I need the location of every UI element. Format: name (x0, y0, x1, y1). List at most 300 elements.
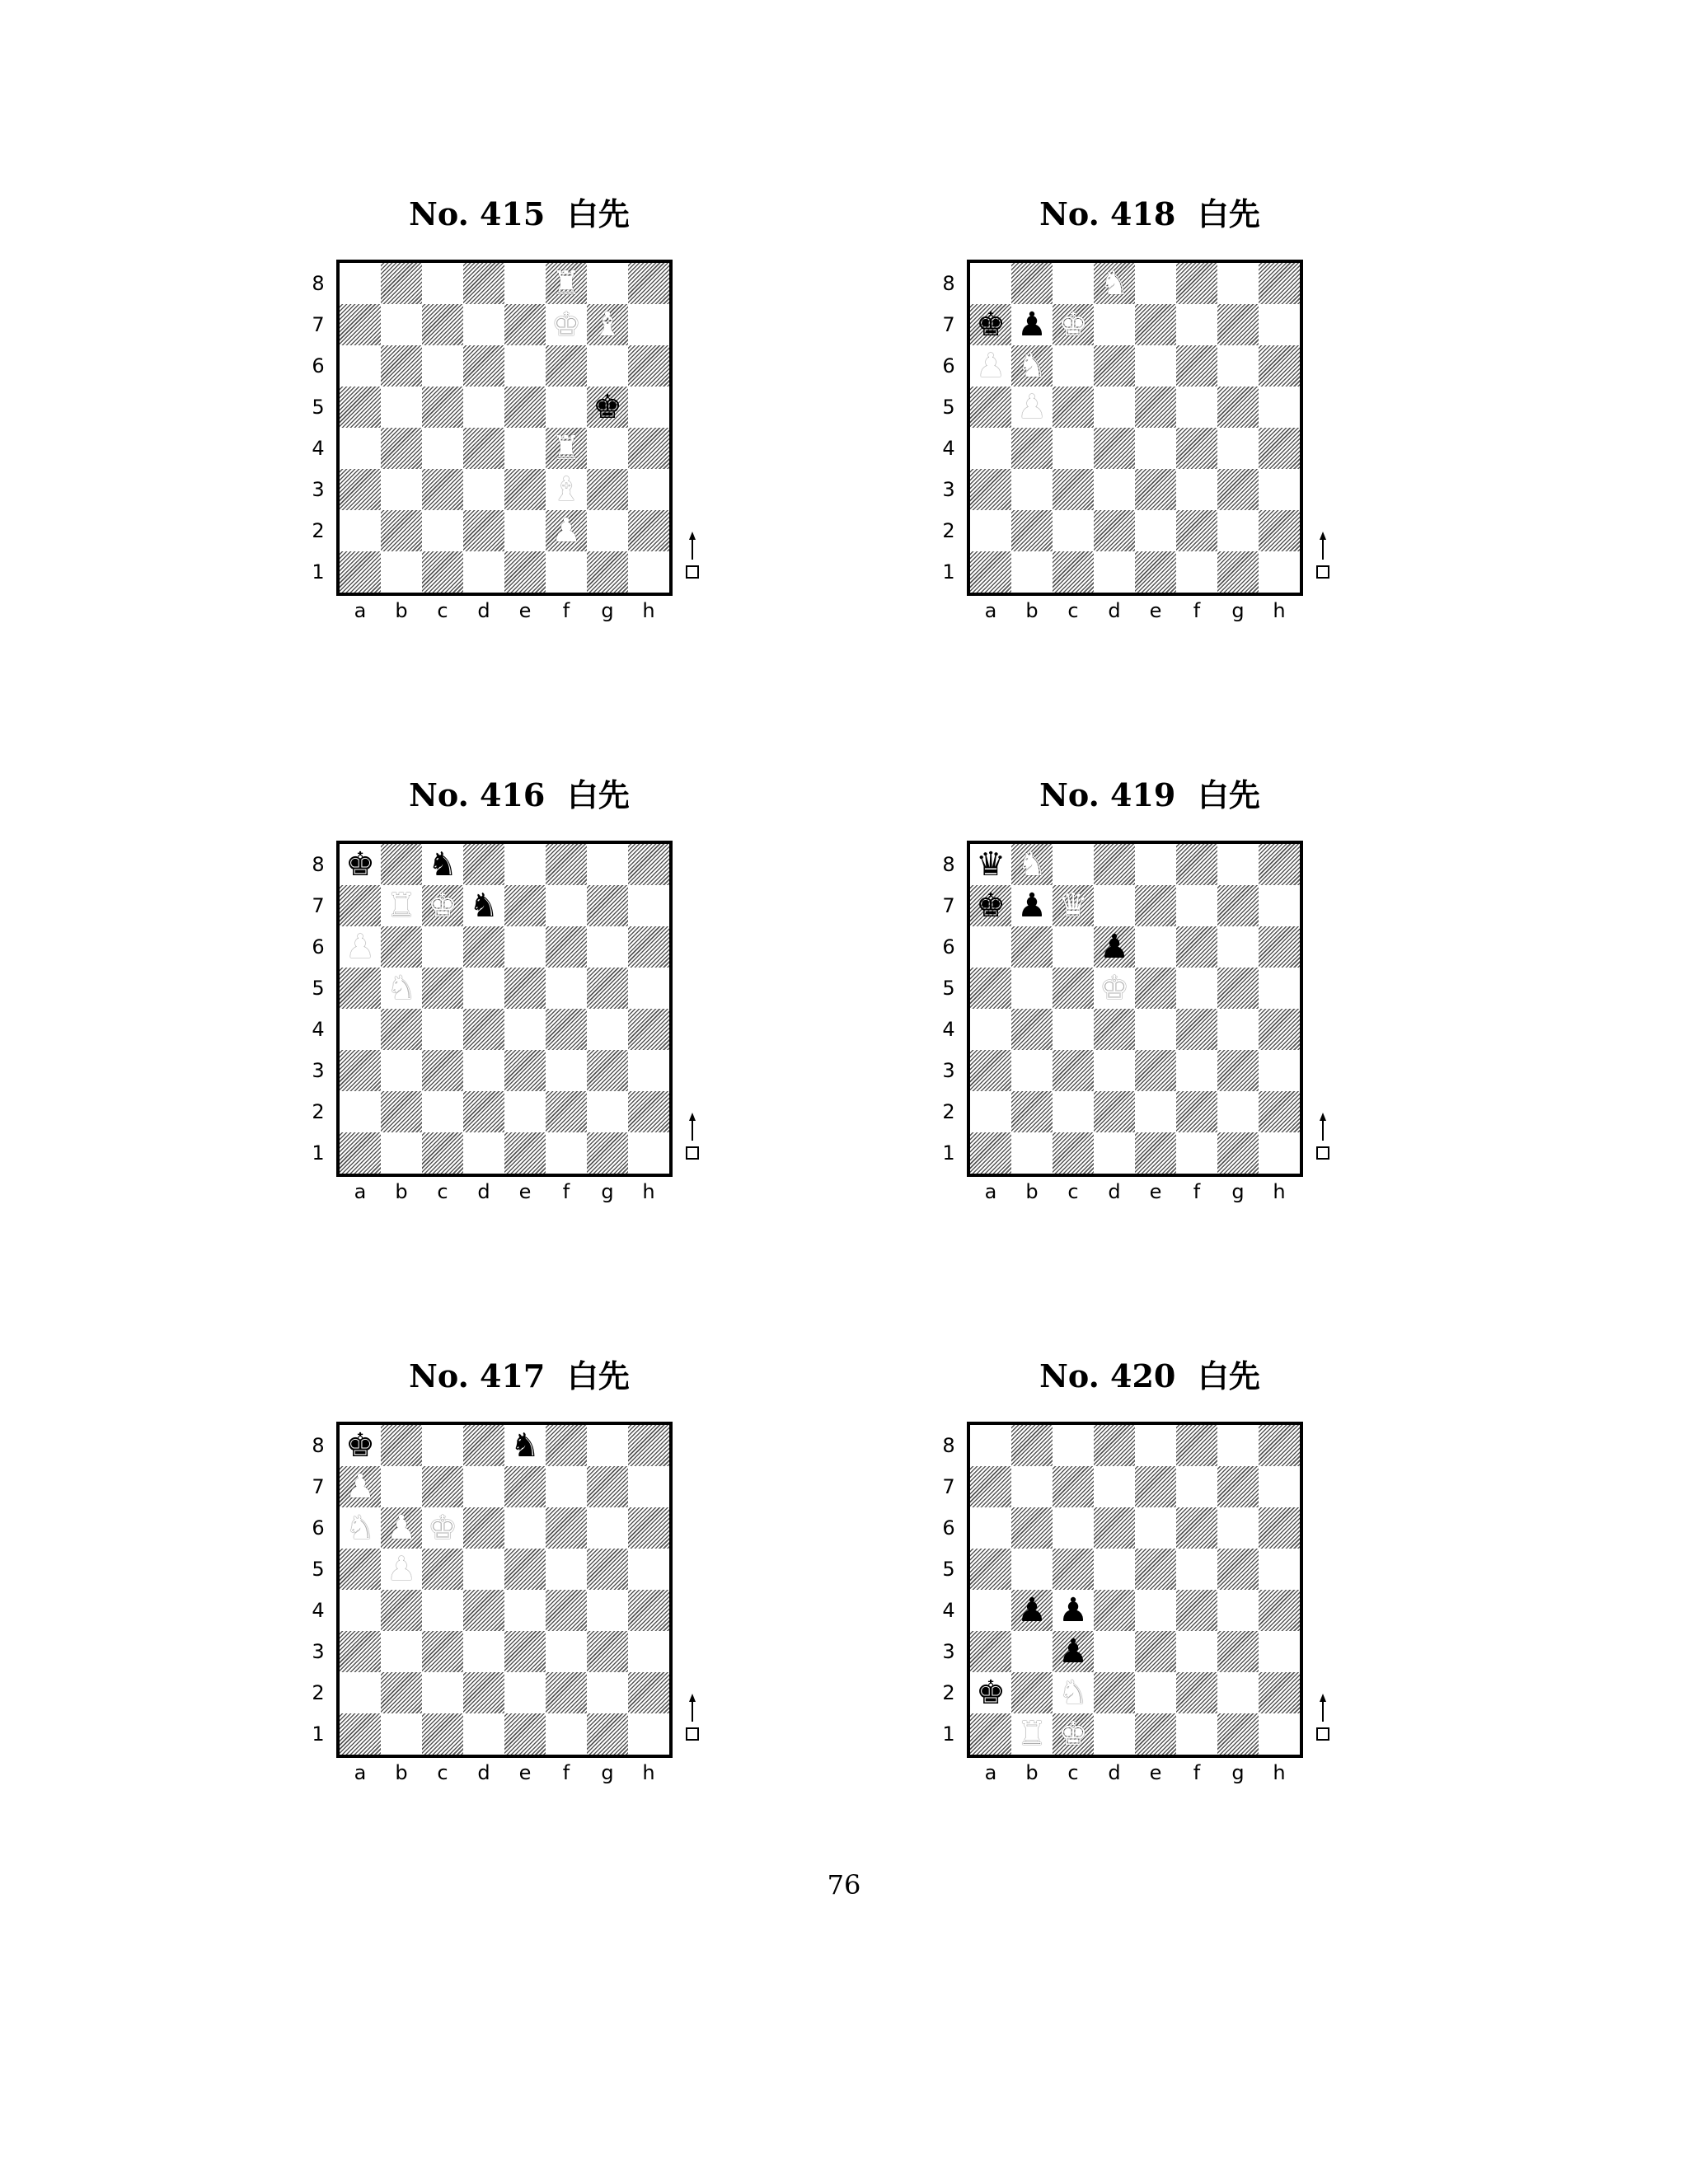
square-g3 (587, 1050, 628, 1091)
white-knight-icon: ♞ (1017, 347, 1047, 385)
square-d7 (463, 1466, 504, 1507)
square-e6 (504, 1507, 546, 1549)
square-c5 (1053, 968, 1094, 1009)
rank-label: 5 (942, 977, 955, 1000)
square-d3 (1094, 469, 1135, 510)
file-label: a (354, 1761, 367, 1784)
square-g2 (1217, 510, 1259, 551)
square-b4 (1011, 428, 1053, 469)
square-b6 (1011, 926, 1053, 968)
black-king-icon: ♚ (593, 388, 622, 426)
square-d2 (1094, 1091, 1135, 1132)
puzzle-title: No. 418 白先 (1039, 195, 1260, 232)
square-c1 (1053, 551, 1094, 593)
square-g5 (587, 1549, 628, 1590)
file-label: f (1193, 1761, 1201, 1784)
black-knight-icon: ♞ (510, 1427, 540, 1465)
rank-label: 3 (312, 478, 325, 501)
black-pawn-icon: ♟ (1100, 928, 1129, 966)
square-d3 (1094, 1050, 1135, 1091)
file-label: f (562, 1761, 570, 1784)
square-e5 (1135, 968, 1176, 1009)
rank-label: 6 (942, 1516, 955, 1540)
square-h8 (1259, 1425, 1300, 1466)
square-d5 (463, 1549, 504, 1590)
square-h7 (1259, 885, 1300, 926)
square-f8 (1176, 263, 1217, 304)
square-f3 (1176, 1050, 1217, 1091)
square-c1 (422, 1713, 463, 1755)
square-h8 (628, 1425, 669, 1466)
square-g3 (1217, 1631, 1259, 1672)
square-f1 (546, 1132, 587, 1174)
file-label: h (1273, 1761, 1286, 1784)
black-pawn-icon: ♟ (1017, 1591, 1047, 1629)
black-king-icon: ♚ (976, 306, 1006, 344)
square-f6 (546, 345, 587, 387)
square-a2 (340, 1091, 381, 1132)
square-h1 (1259, 551, 1300, 593)
square-f8 (1176, 1425, 1217, 1466)
square-c4 (422, 428, 463, 469)
square-b5 (1011, 1549, 1053, 1590)
square-d7 (1094, 885, 1135, 926)
square-a5 (340, 387, 381, 428)
square-f6 (1176, 345, 1217, 387)
square-h1 (628, 551, 669, 593)
white-to-move-icon (1315, 532, 1331, 581)
board (336, 841, 673, 1177)
square-h4 (628, 1590, 669, 1631)
square-g5 (1217, 1549, 1259, 1590)
square-f6 (546, 926, 587, 968)
square-d2 (1094, 1672, 1135, 1713)
square-f5 (546, 387, 587, 428)
chessboard-diagram (297, 1422, 709, 1817)
rank-label: 4 (312, 1599, 325, 1622)
square-a5 (340, 968, 381, 1009)
white-to-move-icon (684, 1113, 701, 1162)
square-c3 (422, 1631, 463, 1672)
square-d5 (463, 968, 504, 1009)
square-e1 (1135, 1132, 1176, 1174)
square-b3 (1011, 1631, 1053, 1672)
square-h2 (628, 510, 669, 551)
square-e2 (1135, 1091, 1176, 1132)
square-e6 (504, 345, 546, 387)
square-f3 (546, 1050, 587, 1091)
rank-label: 6 (312, 354, 325, 377)
square-e7 (504, 1466, 546, 1507)
square-h6 (1259, 926, 1300, 968)
square-b6 (1011, 1507, 1053, 1549)
square-d1 (463, 1132, 504, 1174)
square-e3 (504, 1631, 546, 1672)
square-a3 (970, 1631, 1011, 1672)
white-to-move-icon (1315, 1694, 1331, 1743)
square-f7 (546, 885, 587, 926)
square-e3 (504, 469, 546, 510)
square-g2 (1217, 1672, 1259, 1713)
square-c3 (422, 1050, 463, 1091)
square-f5 (546, 968, 587, 1009)
square-f5 (546, 1549, 587, 1590)
rank-label: 6 (942, 935, 955, 958)
square-d6 (1094, 345, 1135, 387)
square-g7 (587, 885, 628, 926)
square-f3 (1176, 1631, 1217, 1672)
rank-label: 8 (312, 853, 325, 876)
square-e1 (504, 1132, 546, 1174)
square-e6 (1135, 345, 1176, 387)
square-e2 (1135, 1672, 1176, 1713)
square-f6 (546, 1507, 587, 1549)
white-bishop-icon: ♝ (551, 471, 581, 509)
puzzle-title: No. 416 白先 (409, 776, 630, 813)
square-b2 (381, 1091, 422, 1132)
square-c1 (422, 551, 463, 593)
puzzle-title: No. 419 白先 (1039, 776, 1260, 813)
square-a4 (340, 428, 381, 469)
black-pawn-icon: ♟ (1017, 887, 1047, 925)
rank-label: 3 (312, 1640, 325, 1663)
square-h8 (628, 263, 669, 304)
square-g7 (1217, 1466, 1259, 1507)
file-label: h (642, 1761, 655, 1784)
square-d6 (463, 1507, 504, 1549)
square-g8 (587, 1425, 628, 1466)
square-b7 (381, 304, 422, 345)
square-g6 (587, 926, 628, 968)
square-h5 (628, 968, 669, 1009)
square-d4 (1094, 428, 1135, 469)
square-e7 (1135, 304, 1176, 345)
black-queen-icon: ♛ (976, 846, 1006, 883)
white-king-icon: ♚ (1058, 1715, 1088, 1753)
square-e2 (1135, 510, 1176, 551)
white-rook-icon: ♜ (551, 429, 581, 467)
square-g4 (587, 1590, 628, 1631)
square-c6 (422, 926, 463, 968)
square-a3 (340, 469, 381, 510)
square-a4 (340, 1009, 381, 1050)
square-b3 (381, 1050, 422, 1091)
square-e1 (504, 551, 546, 593)
square-h3 (1259, 1631, 1300, 1672)
chessboard-diagram (927, 841, 1339, 1236)
square-g3 (1217, 1050, 1259, 1091)
square-b1 (381, 1132, 422, 1174)
file-label: g (1231, 1180, 1245, 1203)
square-g1 (587, 551, 628, 593)
file-label: f (562, 1180, 570, 1203)
black-knight-icon: ♞ (469, 887, 499, 925)
white-pawn-icon: ♟ (345, 928, 375, 966)
file-label: b (1025, 1761, 1039, 1784)
square-g4 (1217, 1590, 1259, 1631)
rank-label: 5 (312, 1558, 325, 1581)
file-label: c (437, 1761, 448, 1784)
square-d7 (1094, 1466, 1135, 1507)
puzzle-title: No. 420 白先 (1039, 1357, 1260, 1394)
rank-label: 6 (942, 354, 955, 377)
square-c7 (1053, 1466, 1094, 1507)
square-d2 (1094, 510, 1135, 551)
square-a7 (340, 885, 381, 926)
square-d2 (463, 1672, 504, 1713)
square-f4 (546, 1590, 587, 1631)
file-label: g (1231, 599, 1245, 622)
square-e4 (1135, 428, 1176, 469)
file-label: h (642, 599, 655, 622)
rank-label: 7 (312, 894, 325, 917)
puzzle-419 (927, 775, 1339, 1236)
square-b6 (381, 926, 422, 968)
rank-label: 3 (942, 1059, 955, 1082)
rank-label: 5 (312, 396, 325, 419)
square-a4 (970, 1009, 1011, 1050)
square-h7 (628, 1466, 669, 1507)
square-c6 (1053, 926, 1094, 968)
file-label: f (1193, 599, 1201, 622)
square-d2 (463, 1091, 504, 1132)
square-e4 (504, 1590, 546, 1631)
file-label: h (642, 1180, 655, 1203)
square-b2 (381, 510, 422, 551)
square-d1 (1094, 551, 1135, 593)
square-h1 (1259, 1713, 1300, 1755)
rank-label: 1 (942, 560, 955, 583)
square-c8 (1053, 1425, 1094, 1466)
square-e8 (1135, 844, 1176, 885)
black-king-icon: ♚ (976, 887, 1006, 925)
file-label: g (601, 1761, 614, 1784)
square-b3 (1011, 469, 1053, 510)
square-g8 (1217, 263, 1259, 304)
square-a4 (970, 428, 1011, 469)
rank-label: 7 (312, 313, 325, 336)
rank-label: 2 (312, 1681, 325, 1704)
square-d8 (463, 263, 504, 304)
square-f4 (546, 1009, 587, 1050)
square-b8 (381, 263, 422, 304)
white-rook-icon: ♜ (551, 265, 581, 302)
file-label: h (1273, 599, 1286, 622)
black-king-icon: ♚ (976, 1674, 1006, 1712)
square-b2 (1011, 1091, 1053, 1132)
square-d1 (1094, 1713, 1135, 1755)
rank-label: 1 (942, 1722, 955, 1746)
board (967, 260, 1303, 596)
square-f7 (546, 1466, 587, 1507)
square-a7 (970, 1466, 1011, 1507)
square-h4 (1259, 1009, 1300, 1050)
square-g7 (587, 1466, 628, 1507)
square-g5 (1217, 387, 1259, 428)
square-h7 (628, 304, 669, 345)
square-c4 (1053, 1009, 1094, 1050)
square-d8 (463, 1425, 504, 1466)
file-label: b (395, 1180, 408, 1203)
square-f2 (1176, 1672, 1217, 1713)
rank-label: 7 (942, 894, 955, 917)
square-f7 (1176, 304, 1217, 345)
square-f8 (546, 844, 587, 885)
square-f5 (1176, 1549, 1217, 1590)
square-f2 (1176, 1091, 1217, 1132)
square-b2 (381, 1672, 422, 1713)
square-h3 (1259, 469, 1300, 510)
square-f1 (1176, 1713, 1217, 1755)
square-d5 (463, 387, 504, 428)
square-g4 (1217, 1009, 1259, 1050)
square-g8 (587, 263, 628, 304)
square-a6 (970, 926, 1011, 968)
square-c6 (422, 345, 463, 387)
rank-label: 8 (942, 853, 955, 876)
file-label: a (984, 599, 997, 622)
white-pawn-icon: ♟ (1017, 388, 1047, 426)
rank-label: 2 (942, 1100, 955, 1123)
square-g8 (1217, 844, 1259, 885)
square-a2 (340, 510, 381, 551)
file-label: d (1108, 599, 1121, 622)
square-h6 (628, 926, 669, 968)
square-c8 (422, 1425, 463, 1466)
file-label: a (354, 1180, 367, 1203)
square-e8 (504, 263, 546, 304)
square-h5 (628, 387, 669, 428)
square-g1 (1217, 551, 1259, 593)
square-e4 (504, 1009, 546, 1050)
square-c2 (422, 1672, 463, 1713)
square-h7 (1259, 1466, 1300, 1507)
rank-label: 4 (942, 437, 955, 460)
rank-label: 1 (312, 1141, 325, 1165)
rank-label: 5 (942, 1558, 955, 1581)
square-g8 (587, 844, 628, 885)
rank-label: 4 (942, 1599, 955, 1622)
file-label: f (562, 599, 570, 622)
square-h2 (628, 1091, 669, 1132)
square-f8 (1176, 844, 1217, 885)
square-g8 (1217, 1425, 1259, 1466)
square-d6 (1094, 1507, 1135, 1549)
square-d4 (1094, 1009, 1135, 1050)
white-pawn-icon: ♟ (387, 1550, 416, 1588)
square-c1 (422, 1132, 463, 1174)
square-a4 (340, 1590, 381, 1631)
white-king-icon: ♚ (428, 1509, 457, 1547)
square-c4 (422, 1590, 463, 1631)
square-h4 (1259, 1590, 1300, 1631)
square-e5 (1135, 387, 1176, 428)
rank-label: 8 (942, 1434, 955, 1457)
file-label: b (1025, 599, 1039, 622)
square-b8 (381, 844, 422, 885)
file-label: b (1025, 1180, 1039, 1203)
rank-label: 5 (312, 977, 325, 1000)
white-to-move-icon (1315, 1113, 1331, 1162)
square-a3 (340, 1050, 381, 1091)
square-a2 (970, 510, 1011, 551)
square-d4 (463, 1009, 504, 1050)
square-e3 (504, 1050, 546, 1091)
square-a5 (970, 387, 1011, 428)
square-e7 (504, 885, 546, 926)
white-pawn-icon: ♟ (387, 1509, 416, 1547)
square-a1 (340, 551, 381, 593)
square-c5 (1053, 387, 1094, 428)
square-g4 (1217, 428, 1259, 469)
square-e1 (504, 1713, 546, 1755)
puzzle-title: No. 415 白先 (409, 195, 630, 232)
black-pawn-icon: ♟ (1017, 306, 1047, 344)
square-e1 (1135, 1713, 1176, 1755)
chessboard-diagram (927, 1422, 1339, 1817)
rank-label: 4 (312, 437, 325, 460)
square-f1 (1176, 551, 1217, 593)
file-label: e (1149, 1761, 1162, 1784)
square-e5 (504, 968, 546, 1009)
square-b5 (1011, 968, 1053, 1009)
square-e6 (1135, 926, 1176, 968)
square-f3 (1176, 469, 1217, 510)
puzzle-title: No. 417 白先 (409, 1357, 630, 1394)
square-b1 (381, 551, 422, 593)
square-e2 (504, 510, 546, 551)
square-d4 (463, 428, 504, 469)
square-c2 (1053, 510, 1094, 551)
square-g3 (587, 1631, 628, 1672)
rank-label: 8 (312, 272, 325, 295)
white-rook-icon: ♜ (1017, 1715, 1047, 1753)
square-e2 (504, 1672, 546, 1713)
square-b4 (381, 428, 422, 469)
square-e1 (1135, 551, 1176, 593)
white-bishop-icon: ♝ (593, 306, 622, 344)
square-g2 (587, 1672, 628, 1713)
square-e7 (1135, 885, 1176, 926)
square-d8 (463, 844, 504, 885)
white-knight-icon: ♞ (1017, 846, 1047, 883)
square-f5 (1176, 387, 1217, 428)
square-d1 (463, 1713, 504, 1755)
square-a1 (340, 1713, 381, 1755)
chessboard-diagram (297, 841, 709, 1236)
square-h8 (628, 844, 669, 885)
file-label: d (477, 1761, 490, 1784)
square-c5 (422, 968, 463, 1009)
square-h1 (628, 1713, 669, 1755)
square-g2 (587, 1091, 628, 1132)
square-f7 (1176, 1466, 1217, 1507)
chessboard-diagram (927, 260, 1339, 655)
rank-label: 1 (942, 1141, 955, 1165)
square-c5 (422, 387, 463, 428)
square-a1 (970, 551, 1011, 593)
square-f1 (546, 551, 587, 593)
square-h3 (628, 1631, 669, 1672)
square-h6 (628, 1507, 669, 1549)
black-knight-icon: ♞ (428, 846, 457, 883)
white-pawn-icon: ♟ (345, 1468, 375, 1506)
square-d5 (1094, 387, 1135, 428)
square-b4 (381, 1009, 422, 1050)
square-a5 (970, 968, 1011, 1009)
rank-label: 8 (312, 1434, 325, 1457)
square-e3 (1135, 469, 1176, 510)
